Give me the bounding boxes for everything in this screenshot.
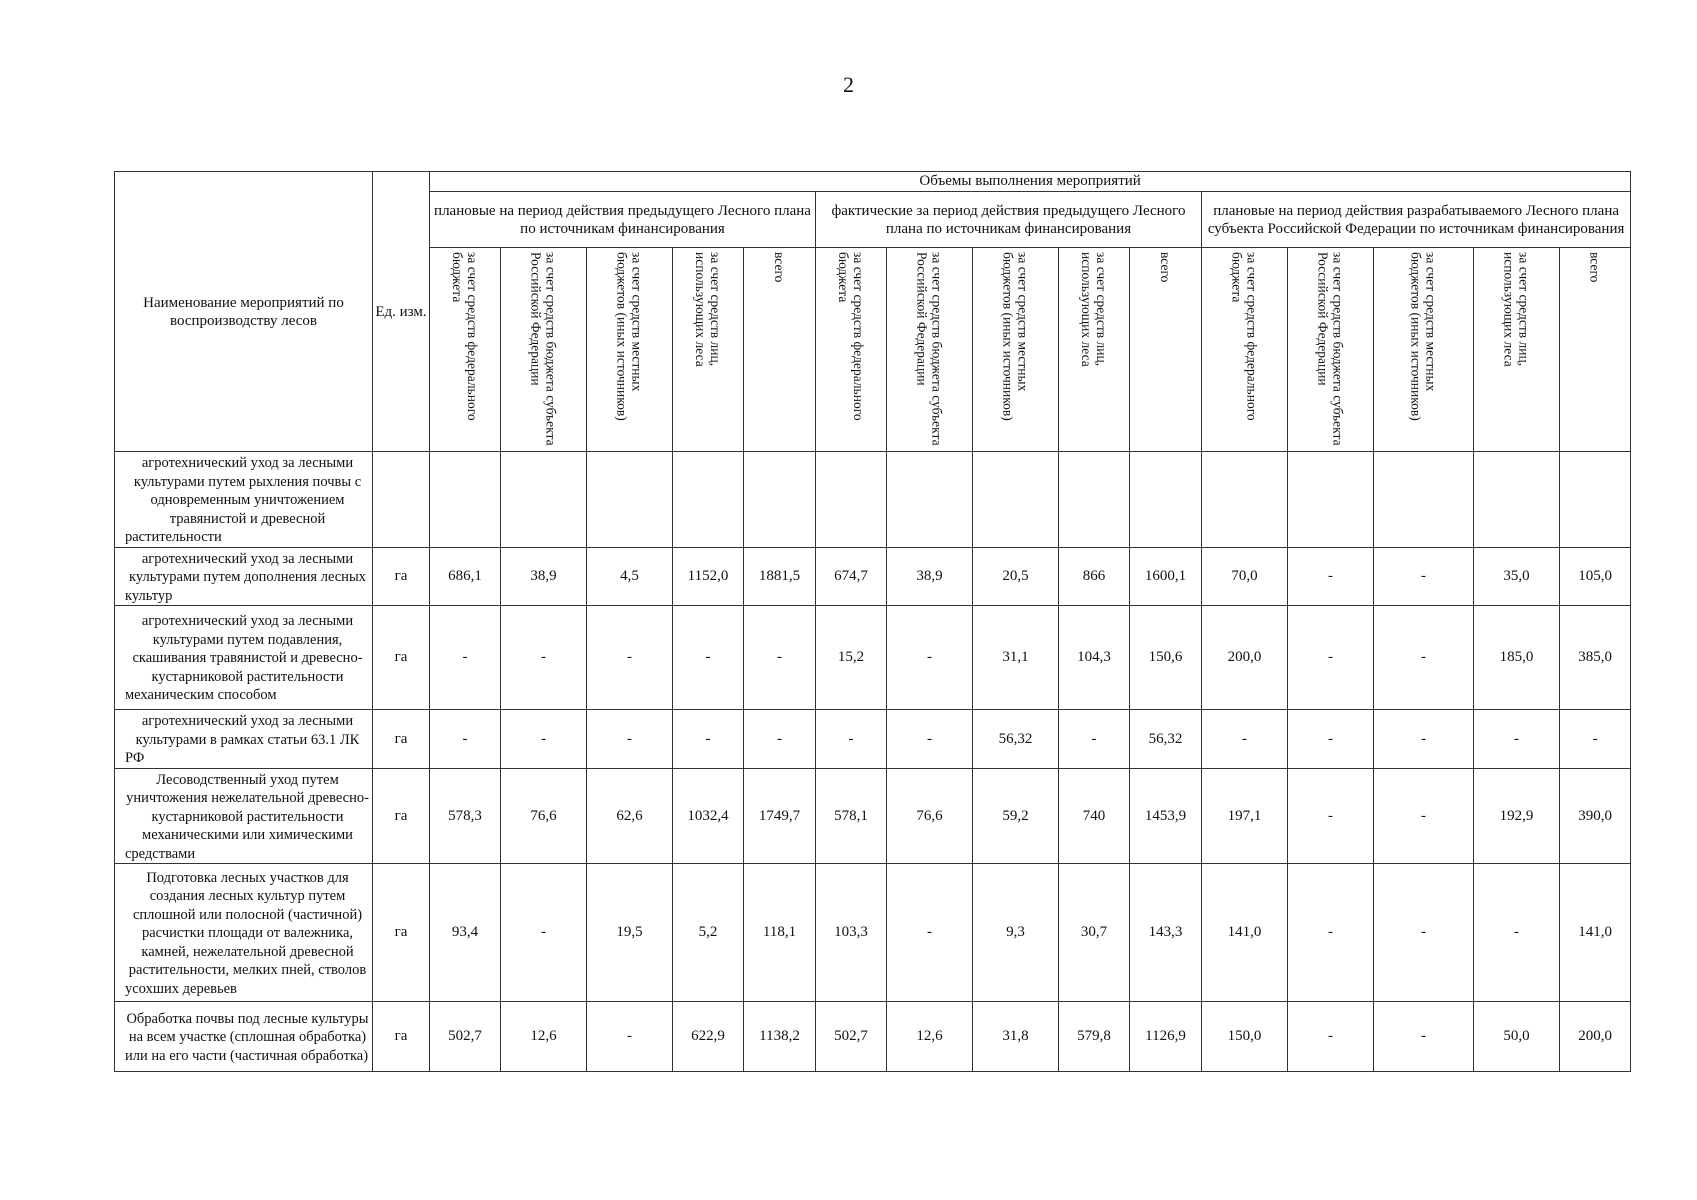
value-cell: 1126,9 bbox=[1130, 1002, 1202, 1072]
activity-name: Подготовка лесных участков для создания лесных культур путем сплошной или полосной (частичной) расчистки площади от валежника, камней, нежелательной древесной растительности, мелких пней, стволов усохших деревьев bbox=[115, 864, 373, 1002]
activity-name: агротехнический уход за лесными культурами путем дополнения лесных культур bbox=[115, 547, 373, 606]
value-cell: 70,0 bbox=[1202, 547, 1288, 606]
value-cell: - bbox=[1059, 710, 1130, 769]
header-subcol: всего bbox=[744, 248, 816, 452]
unit-cell: га bbox=[373, 710, 430, 769]
value-cell: - bbox=[587, 1002, 673, 1072]
value-cell: 19,5 bbox=[587, 864, 673, 1002]
value-cell: - bbox=[1474, 864, 1560, 1002]
header-subcol: за счет средств лиц, использующих леса bbox=[673, 248, 744, 452]
value-cell bbox=[430, 452, 501, 548]
value-cell: 76,6 bbox=[887, 768, 973, 864]
value-cell: - bbox=[1288, 1002, 1374, 1072]
unit-cell: га bbox=[373, 547, 430, 606]
value-cell: 56,32 bbox=[1130, 710, 1202, 769]
header-subcol: за счет средств местных бюджетов (иных источников) bbox=[973, 248, 1059, 452]
value-cell: - bbox=[816, 710, 887, 769]
value-cell: - bbox=[1288, 547, 1374, 606]
value-cell bbox=[887, 452, 973, 548]
value-cell: - bbox=[1288, 710, 1374, 769]
header-volumes: Объемы выполнения мероприятий bbox=[430, 172, 1631, 192]
value-cell: - bbox=[744, 606, 816, 710]
value-cell: 118,1 bbox=[744, 864, 816, 1002]
value-cell: 185,0 bbox=[1474, 606, 1560, 710]
value-cell bbox=[1202, 452, 1288, 548]
header-subcol: за счет средств бюджета субъекта Российской Федерации bbox=[1288, 248, 1374, 452]
value-cell bbox=[1130, 452, 1202, 548]
unit-cell: га bbox=[373, 864, 430, 1002]
value-cell: 674,7 bbox=[816, 547, 887, 606]
value-cell: 1152,0 bbox=[673, 547, 744, 606]
value-cell bbox=[673, 452, 744, 548]
value-cell: - bbox=[887, 710, 973, 769]
value-cell: - bbox=[1288, 864, 1374, 1002]
value-cell: - bbox=[887, 864, 973, 1002]
value-cell: - bbox=[744, 710, 816, 769]
value-cell: - bbox=[430, 606, 501, 710]
value-cell bbox=[1374, 452, 1474, 548]
value-cell: 150,0 bbox=[1202, 1002, 1288, 1072]
value-cell: - bbox=[1374, 864, 1474, 1002]
table-row bbox=[115, 606, 1631, 710]
header-subcol: за счет средств лиц, использующих леса bbox=[1059, 248, 1130, 452]
value-cell: 200,0 bbox=[1560, 1002, 1631, 1072]
value-cell: 578,3 bbox=[430, 768, 501, 864]
value-cell: - bbox=[587, 710, 673, 769]
activity-name: агротехнический уход за лесными культурами путем подавления, скашивания травянистой и древесно-кустарниковой растительности механическим способом bbox=[115, 606, 373, 710]
value-cell: 740 bbox=[1059, 768, 1130, 864]
value-cell: 105,0 bbox=[1560, 547, 1631, 606]
table-header bbox=[115, 172, 1631, 452]
unit-cell: га bbox=[373, 768, 430, 864]
value-cell: 30,7 bbox=[1059, 864, 1130, 1002]
value-cell: - bbox=[1374, 1002, 1474, 1072]
value-cell: 93,4 bbox=[430, 864, 501, 1002]
value-cell bbox=[501, 452, 587, 548]
value-cell: 1138,2 bbox=[744, 1002, 816, 1072]
header-name-col: Наименование мероприятий по воспроизводству лесов bbox=[115, 172, 373, 452]
value-cell bbox=[744, 452, 816, 548]
value-cell: 502,7 bbox=[816, 1002, 887, 1072]
header-subcol: всего bbox=[1560, 248, 1631, 452]
value-cell bbox=[1560, 452, 1631, 548]
value-cell: 385,0 bbox=[1560, 606, 1631, 710]
value-cell: - bbox=[587, 606, 673, 710]
value-cell: 38,9 bbox=[501, 547, 587, 606]
value-cell: 76,6 bbox=[501, 768, 587, 864]
value-cell: - bbox=[501, 864, 587, 1002]
value-cell: - bbox=[1202, 710, 1288, 769]
page-number: 2 bbox=[843, 72, 854, 97]
value-cell: 38,9 bbox=[887, 547, 973, 606]
value-cell bbox=[1288, 452, 1374, 548]
value-cell: 578,1 bbox=[816, 768, 887, 864]
value-cell: 9,3 bbox=[973, 864, 1059, 1002]
value-cell: 20,5 bbox=[973, 547, 1059, 606]
value-cell: 141,0 bbox=[1560, 864, 1631, 1002]
value-cell: - bbox=[673, 710, 744, 769]
value-cell: 143,3 bbox=[1130, 864, 1202, 1002]
value-cell: 12,6 bbox=[501, 1002, 587, 1072]
value-cell: 622,9 bbox=[673, 1002, 744, 1072]
table-row bbox=[115, 864, 1631, 1002]
value-cell bbox=[587, 452, 673, 548]
value-cell: 31,8 bbox=[973, 1002, 1059, 1072]
value-cell: 15,2 bbox=[816, 606, 887, 710]
value-cell: 390,0 bbox=[1560, 768, 1631, 864]
value-cell: 56,32 bbox=[973, 710, 1059, 769]
header-group-planned-previous: плановые на период действия предыдущего Лесного плана по источникам финансирования bbox=[430, 192, 816, 248]
value-cell: 12,6 bbox=[887, 1002, 973, 1072]
value-cell: - bbox=[1374, 710, 1474, 769]
value-cell: - bbox=[1288, 606, 1374, 710]
header-subcol: за счет средств бюджета субъекта Российской Федерации bbox=[501, 248, 587, 452]
table-row bbox=[115, 710, 1631, 769]
value-cell: 1453,9 bbox=[1130, 768, 1202, 864]
value-cell: - bbox=[501, 606, 587, 710]
header-subcol: за счет средств местных бюджетов (иных источников) bbox=[1374, 248, 1474, 452]
table-row bbox=[115, 768, 1631, 864]
unit-cell: га bbox=[373, 1002, 430, 1072]
value-cell: - bbox=[1560, 710, 1631, 769]
value-cell: 502,7 bbox=[430, 1002, 501, 1072]
value-cell: - bbox=[673, 606, 744, 710]
value-cell: 31,1 bbox=[973, 606, 1059, 710]
value-cell: 579,8 bbox=[1059, 1002, 1130, 1072]
value-cell: 62,6 bbox=[587, 768, 673, 864]
table-body bbox=[115, 452, 1631, 1072]
header-subcol: за счет средств федерального бюджета bbox=[430, 248, 501, 452]
table-row bbox=[115, 1002, 1631, 1072]
value-cell: 686,1 bbox=[430, 547, 501, 606]
header-subcol: за счет средств федерального бюджета bbox=[1202, 248, 1288, 452]
value-cell: 1881,5 bbox=[744, 547, 816, 606]
value-cell: - bbox=[501, 710, 587, 769]
table-row bbox=[115, 452, 1631, 548]
forest-reproduction-table bbox=[114, 171, 1631, 1072]
value-cell: 197,1 bbox=[1202, 768, 1288, 864]
header-unit-col: Ед. изм. bbox=[373, 172, 430, 452]
value-cell: 1032,4 bbox=[673, 768, 744, 864]
header-subcol: за счет средств бюджета субъекта Российской Федерации bbox=[887, 248, 973, 452]
value-cell: 200,0 bbox=[1202, 606, 1288, 710]
value-cell bbox=[973, 452, 1059, 548]
value-cell: 150,6 bbox=[1130, 606, 1202, 710]
value-cell: 141,0 bbox=[1202, 864, 1288, 1002]
header-group-planned-new: плановые на период действия разрабатываемого Лесного плана субъекта Российской Федерации по источникам финансирования bbox=[1202, 192, 1631, 248]
value-cell: - bbox=[1288, 768, 1374, 864]
value-cell: 103,3 bbox=[816, 864, 887, 1002]
value-cell: 104,3 bbox=[1059, 606, 1130, 710]
value-cell: 1749,7 bbox=[744, 768, 816, 864]
value-cell: 5,2 bbox=[673, 864, 744, 1002]
value-cell: 50,0 bbox=[1474, 1002, 1560, 1072]
value-cell: - bbox=[430, 710, 501, 769]
header-subcol: за счет средств местных бюджетов (иных источников) bbox=[587, 248, 673, 452]
header-subcol: за счет средств лиц, использующих леса bbox=[1474, 248, 1560, 452]
table-row bbox=[115, 547, 1631, 606]
value-cell: 866 bbox=[1059, 547, 1130, 606]
value-cell: 4,5 bbox=[587, 547, 673, 606]
value-cell: 192,9 bbox=[1474, 768, 1560, 864]
value-cell: - bbox=[1374, 606, 1474, 710]
value-cell: - bbox=[1474, 710, 1560, 769]
activity-name: Обработка почвы под лесные культуры на всем участке (сплошная обработка) или на его части (частичная обработка) bbox=[115, 1002, 373, 1072]
value-cell: - bbox=[1374, 768, 1474, 864]
activity-name: агротехнический уход за лесными культурами путем рыхления почвы с одновременным уничтожением травянистой и древесной растительности bbox=[115, 452, 373, 548]
header-subcol: всего bbox=[1130, 248, 1202, 452]
header-subcol: за счет средств федерального бюджета bbox=[816, 248, 887, 452]
value-cell bbox=[1474, 452, 1560, 548]
unit-cell: га bbox=[373, 606, 430, 710]
activity-name: Лесоводственный уход путем уничтожения нежелательной древесно-кустарниковой растительности механическими или химическими средствами bbox=[115, 768, 373, 864]
value-cell: 59,2 bbox=[973, 768, 1059, 864]
header-group-actual-previous: фактические за период действия предыдущего Лесного плана по источникам финансирования bbox=[816, 192, 1202, 248]
activity-name: агротехнический уход за лесными культурами в рамках статьи 63.1 ЛК РФ bbox=[115, 710, 373, 769]
unit-cell bbox=[373, 452, 430, 548]
value-cell bbox=[816, 452, 887, 548]
value-cell: - bbox=[887, 606, 973, 710]
value-cell: 35,0 bbox=[1474, 547, 1560, 606]
value-cell bbox=[1059, 452, 1130, 548]
value-cell: - bbox=[1374, 547, 1474, 606]
value-cell: 1600,1 bbox=[1130, 547, 1202, 606]
